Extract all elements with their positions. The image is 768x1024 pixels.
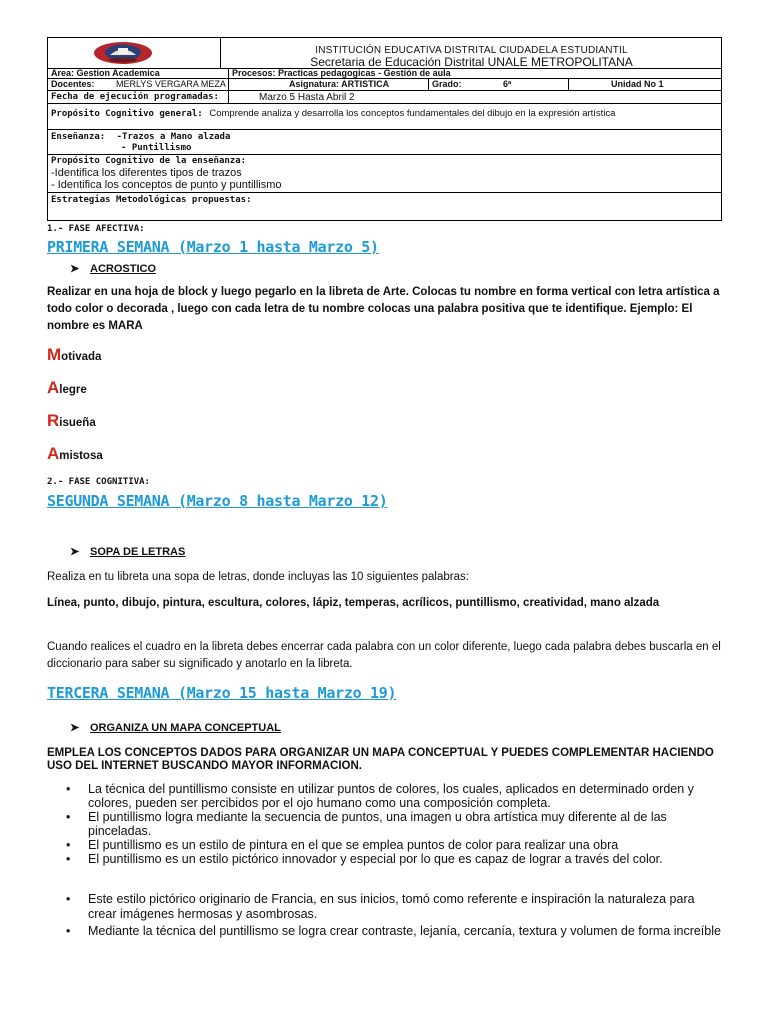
ensenanza-row (48, 129, 721, 154)
week-1-title: PRIMERA SEMANA (Marzo 1 hasta Marzo 5) (47, 238, 379, 256)
sopa-heading (70, 545, 185, 558)
arrow-right-icon: ➤ (70, 722, 80, 734)
logo-cell (48, 38, 221, 68)
acrostic-word: isueña (59, 417, 96, 429)
grado-label: Grado: (432, 79, 462, 89)
week-3-title: TERCERA SEMANA (Marzo 15 hasta Marzo 19) (47, 684, 397, 702)
week-2-title: SEGUNDA SEMANA (Marzo 8 hasta Marzo 12) (47, 492, 388, 510)
acrostic-line (47, 345, 101, 365)
bullet-dot-icon: • (66, 782, 71, 796)
fecha-row (48, 90, 721, 103)
acrostic-word: mistosa (59, 450, 103, 462)
acrostico-instructions: Realizar en una hoja de block y luego pegarlo en la libreta de Arte. Colocas tu nombre en forma vertical con letra artística a todo color o decorada , luego con cada letra de tu nombre colocas una palabra positiva que te identifique. Ejemplo: El nombre es MARA (47, 286, 720, 332)
proposito-ensenanza-item-1: -Identifica los diferentes tipos de trazos (51, 167, 242, 179)
header-table (47, 37, 722, 221)
fecha-value: Marzo 5 Hasta Abril 2 (259, 92, 355, 103)
bullet-dot-icon: • (66, 838, 71, 852)
sopa-word-list: Línea, punto, dibujo, pintura, escultura, colores, lápiz, temperas, acrílicos, puntillismo, creatividad, mano alzada (47, 597, 660, 609)
docentes-value: MERLYS VERGARA MEZA (113, 79, 229, 90)
concept-list-2 (66, 892, 722, 939)
concept-list-1 (66, 782, 722, 866)
acrostic-line (47, 378, 87, 398)
fase-afectiva-title: 1.- FASE AFECTIVA: (47, 224, 145, 234)
acrostic-letter: M (47, 345, 62, 364)
institution-cell (220, 38, 723, 68)
acrostic-word: otivada (61, 351, 102, 363)
ensenanza-item-2: - Puntillismo (121, 143, 192, 153)
docentes-label: Docentes: (51, 79, 95, 89)
school-crest-icon (48, 38, 220, 68)
asignatura-cell: Asignatura: ARTISTICA (229, 79, 429, 90)
institution-name: INSTITUCIÓN EDUCATIVA DISTRITAL CIUDADELA ESTUDIANTIL (315, 45, 628, 56)
ensenanza-label: Enseñanza: (51, 132, 106, 142)
sopa-text-1: Realiza en tu libreta una sopa de letras, donde incluyas las 10 siguientes palabras: (47, 571, 469, 583)
grado-value: 6ª (489, 79, 569, 90)
acrostico-heading (70, 262, 156, 275)
fecha-label: Fecha de ejecución programadas: (48, 91, 229, 103)
acrostic-line (47, 444, 103, 464)
arrow-right-icon: ➤ (70, 263, 80, 275)
fase-cognitiva-title: 2.- FASE COGNITIVA: (47, 477, 150, 487)
bullet-dot-icon: • (66, 810, 71, 824)
list-item: • El puntillismo logra mediante la secuencia de puntos, una imagen u obra artística muy diferente al de las pinceladas. (66, 810, 667, 838)
bullet-dot-icon: • (66, 852, 71, 866)
mapa-heading (70, 721, 281, 734)
bullet-dot-icon: • (66, 892, 71, 906)
secretaria-name: Secretaria de Educación Distrital UNALE METROPOLITANA (310, 55, 633, 69)
acrostico-heading-label: ACROSTICO (90, 263, 156, 275)
proposito-value: Comprende analiza y desarrolla los conceptos fundamentales del dibujo en la expresión artística (209, 108, 616, 119)
list-item: • El puntillismo es un estilo pictórico innovador y especial por lo que es capaz de lograr a través del color. (66, 852, 663, 866)
estrategias-row (48, 192, 721, 220)
docentes-row (48, 78, 721, 90)
arrow-right-icon: ➤ (70, 546, 80, 558)
proposito-ensenanza-item-2: - Identifica los conceptos de punto y puntillismo (51, 179, 282, 191)
proposito-ensenanza-label: Propósito Cognitivo de la enseñanza: (51, 156, 247, 166)
unidad-cell: Unidad No 1 (611, 79, 664, 89)
sopa-text-2: Cuando realices el cuadro en la libreta debes encerrar cada palabra con un color diferente, luego cada palabra debes buscarla en el diccionario para saber su significado y anotarlo en la libreta. (47, 641, 721, 670)
area-cell: Area: Gestion Academica (48, 69, 229, 78)
area-row (48, 68, 721, 78)
acrostic-word: legre (59, 384, 87, 396)
acrostic-letter: A (47, 444, 60, 463)
sopa-heading-label: SOPA DE LETRAS (90, 546, 186, 558)
list-item: • La técnica del puntillismo consiste en utilizar puntos de colores, los cuales, aplicados en determinado orden y colores, pueden ser percibidos por el ojo humano como una composición completa. (66, 782, 694, 810)
proposito-row (48, 103, 721, 129)
acrostic-letter: R (47, 411, 60, 430)
list-item: • Mediante la técnica del puntillismo se logra crear contraste, lejanía, cercanía, textura y volumen de forma increíble (66, 924, 721, 938)
mapa-heading-label: ORGANIZA UN MAPA CONCEPTUAL (90, 722, 281, 734)
proposito-ensenanza-row (48, 154, 721, 192)
acrostic-letter: A (47, 378, 60, 397)
list-item: • Este estilo pictórico originario de Francia, en sus inicios, tomó como referente e inspiración la naturaleza para crear imágenes hermosas y asombrosas. (66, 892, 695, 921)
ensenanza-item-1: -Trazos a Mano alzada (116, 132, 231, 142)
bullet-dot-icon: • (66, 924, 71, 938)
estrategias-label: Estrategias Metodológicas propuestas: (51, 195, 252, 205)
proposito-label: Propósito Cognitivo general: (51, 109, 203, 119)
mapa-instruction: EMPLEA LOS CONCEPTOS DADOS PARA ORGANIZAR UN MAPA CONCEPTUAL Y PUEDES COMPLEMENTAR HACIENDO USO DEL INTERNET BUSCANDO MAYOR INFORMACION. (47, 747, 714, 772)
procesos-cell: Procesos: Practicas pedagogicas - Gestión de aula (232, 69, 451, 78)
acrostic-line (47, 411, 96, 431)
list-item: • El puntillismo es un estilo de pintura en el que se emplea puntos de color para realizar una obra (66, 838, 619, 852)
